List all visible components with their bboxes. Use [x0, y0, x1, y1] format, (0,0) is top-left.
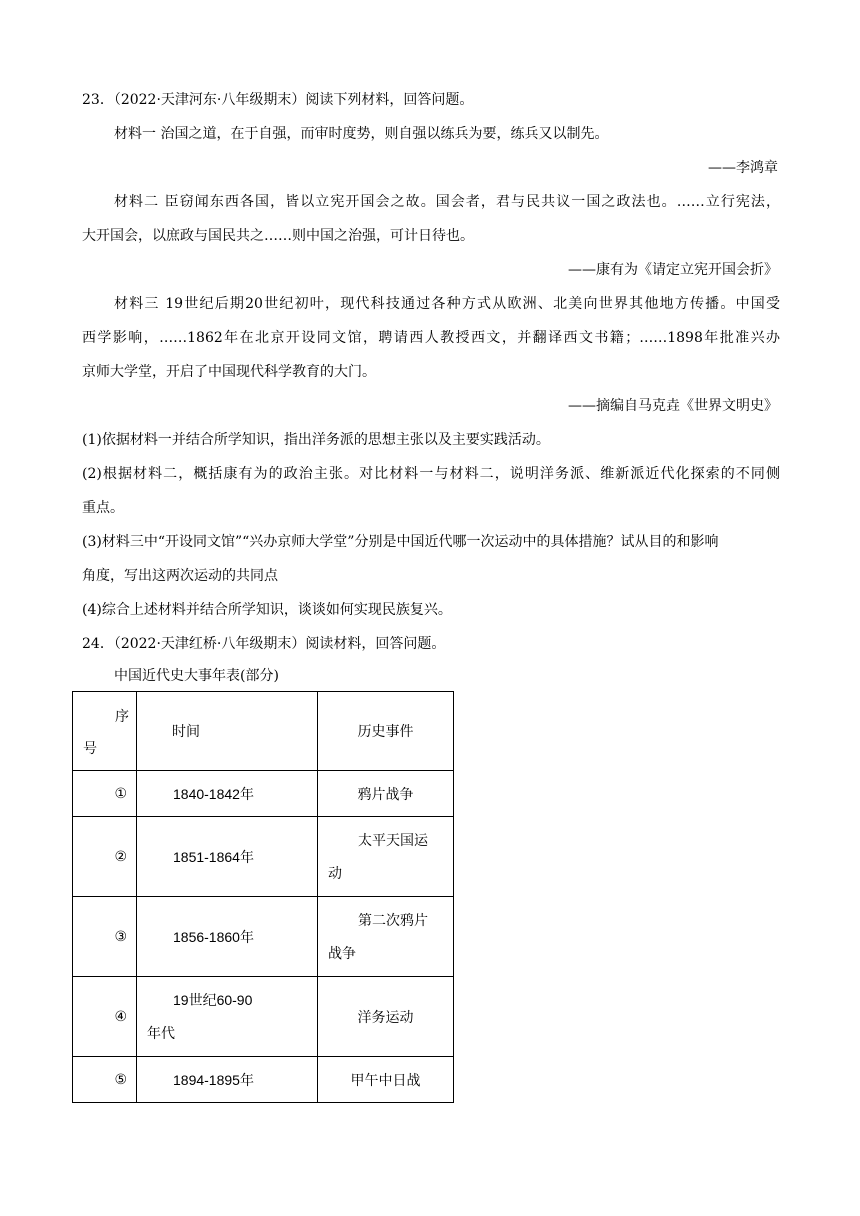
sub-question-2-line-2: 重点。: [82, 500, 124, 516]
row-number: ③: [114, 928, 127, 944]
sub-question-3-line-2: 角度，写出这两次运动的共同点: [82, 568, 278, 584]
row-number-cell: [73, 977, 137, 1057]
row-event-cell: [318, 771, 454, 817]
row-time-line-2: 年代: [147, 1025, 175, 1041]
material-2-source: ——康有为《请定立宪开国会折》: [568, 262, 778, 278]
row-event: 甲午中日战: [350, 1072, 421, 1089]
header-time: 时间: [172, 724, 200, 740]
row-event: 鸦片战争: [357, 786, 414, 803]
events-table: [72, 691, 454, 1103]
header-event: 历史事件: [357, 724, 414, 740]
row-event-line-1: 第二次鸦片: [358, 913, 428, 929]
row-time-cell: [137, 817, 318, 897]
question-23-title: 23．（2022·天津河东·八年级期末）阅读下列材料，回答问题。: [82, 92, 474, 108]
material-1-text: 材料一 治国之道，在于自强，而审时度势，则自强以练兵为要，练兵又以制先。: [114, 126, 609, 142]
header-number-line-1: 序: [115, 709, 129, 725]
row-time-line-1: 19世纪60-90: [173, 992, 253, 1008]
row-number-cell: [73, 771, 137, 817]
row-number: ②: [114, 848, 127, 864]
header-number-line-2: 号: [83, 741, 97, 757]
header-number-cell: [73, 692, 137, 771]
row-event: 洋务运动: [357, 1009, 414, 1026]
table-caption: 中国近代史大事年表(部分): [114, 668, 279, 684]
material-3-source: ——摘编自马克垚《世界文明史》: [568, 398, 778, 414]
table-row: [73, 817, 454, 897]
table-header-row: [73, 692, 454, 771]
sub-question-3-line-1: (3)材料三中“开设同文馆”“兴办京师大学堂”分别是中国近代哪一次运动中的具体措施？试从目的和影响: [82, 534, 719, 550]
row-number-cell: [73, 1057, 137, 1103]
question-24-title: 24．（2022·天津红桥·八年级期末）阅读材料，回答问题。: [82, 636, 446, 652]
row-time-cell: [137, 771, 318, 817]
material-3-text-line-1: 材料三 19世纪后期20世纪初叶，现代科技通过各种方式从欧洲、北美向世界其他地方传播。中国受: [114, 296, 780, 312]
row-number: ⑤: [114, 1071, 127, 1087]
row-event-line-1: 太平天国运: [358, 833, 428, 849]
row-event-cell: [318, 1057, 454, 1103]
material-1-source: ——李鸿章: [708, 160, 778, 176]
sub-question-1: (1)依据材料一并结合所学知识，指出洋务派的思想主张以及主要实践活动。: [82, 432, 550, 448]
sub-question-4: (4)综合上述材料并结合所学知识，谈谈如何实现民族复兴。: [82, 602, 452, 618]
material-2-text-line-2: 大开国会，以庶政与国民共之……则中国之治强，可计日待也。: [82, 228, 474, 244]
sub-question-2-line-1: (2)根据材料二，概括康有为的政治主张。对比材料一与材料二，说明洋务派、维新派近代化探索的不同侧: [82, 466, 780, 482]
row-event-cell: [318, 817, 454, 897]
row-event-line-2: 动: [328, 866, 342, 882]
row-time: 1894-1895年: [173, 1071, 254, 1088]
header-event-cell: [318, 692, 454, 771]
table-row: [73, 1057, 454, 1103]
row-time: 1856-1860年: [173, 928, 254, 945]
row-time: 1840-1842年: [173, 785, 254, 802]
row-number: ④: [114, 1008, 127, 1024]
table-row: [73, 897, 454, 977]
row-number-cell: [73, 897, 137, 977]
row-number: ①: [114, 785, 127, 801]
row-time-cell: [137, 897, 318, 977]
row-number-cell: [73, 817, 137, 897]
row-event-line-2: 战争: [328, 946, 356, 962]
row-time: 1851-1864年: [173, 848, 254, 865]
material-3-text-line-3: 京师大学堂，开启了中国现代科学教育的大门。: [82, 364, 376, 380]
row-time-cell: [137, 1057, 318, 1103]
material-2-text-line-1: 材料二 臣窃闻东西各国，皆以立宪开国会之故。国会者，君与民共议一国之政法也。……立行宪法，: [114, 194, 780, 210]
material-3-text-line-2: 西学影响，……1862年在北京开设同文馆，聘请西人教授西文，并翻译西文书籍；……1898年批准兴办: [82, 330, 780, 346]
row-event-cell: [318, 977, 454, 1057]
row-time-cell: [137, 977, 318, 1057]
table-row: [73, 771, 454, 817]
header-time-cell: [137, 692, 318, 771]
table-row: [73, 977, 454, 1057]
row-event-cell: [318, 897, 454, 977]
